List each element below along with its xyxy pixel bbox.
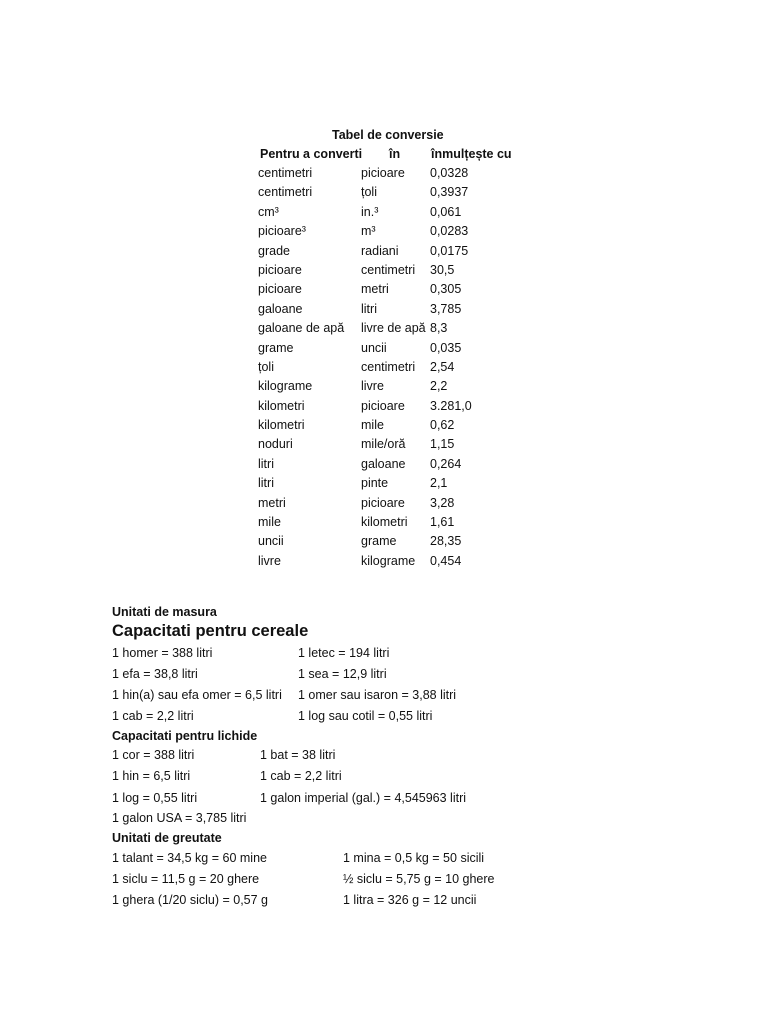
liquid-left-line: 1 galon USA = 3,785 litri: [112, 811, 247, 825]
row-factor: 30,5: [430, 262, 455, 277]
row-to-unit: kilometri: [361, 515, 408, 530]
liquid-left-line: 1 hin = 6,5 litri: [112, 769, 191, 783]
row-factor: 0,264: [430, 456, 462, 471]
cereal-left-line: 1 hin(a) sau efa omer = 6,5 litri: [112, 688, 282, 702]
row-from-unit: țoli: [258, 359, 274, 374]
row-to-unit: kilograme: [361, 553, 416, 568]
row-from-unit: galoane de apă: [258, 321, 345, 336]
cereal-left-line: 1 homer = 388 litri: [112, 646, 213, 660]
table-row: [0, 496, 768, 515]
row-from-unit: picioare³: [258, 224, 306, 239]
row-to-unit: in.³: [361, 204, 379, 219]
table-row: [0, 282, 768, 301]
table-row: [0, 185, 768, 204]
row-factor: 0,0283: [430, 224, 469, 239]
table-row: [0, 418, 768, 437]
row-from-unit: cm³: [258, 204, 279, 219]
weight-left-line: 1 ghera (1/20 siclu) = 0,57 g: [112, 893, 268, 907]
cereal-right-line: 1 sea = 12,9 litri: [298, 667, 387, 681]
row-from-unit: livre: [258, 553, 281, 568]
row-from-unit: picioare: [258, 282, 302, 297]
row-factor: 3,28: [430, 495, 455, 510]
row-from-unit: centimetri: [258, 166, 313, 180]
row-to-unit: mile/oră: [361, 437, 406, 452]
conversion-table-title: Tabel de conversie: [332, 128, 444, 142]
weight-right-line: 1 litra = 326 g = 12 uncii: [343, 893, 477, 907]
cereal-left-line: 1 efa = 38,8 litri: [112, 667, 198, 681]
liquid-left-line: 1 cor = 388 litri: [112, 748, 195, 762]
liquid-capacity-title: Capacitati pentru lichide: [112, 729, 258, 743]
weight-left-line: 1 talant = 34,5 kg = 60 mine: [112, 851, 267, 865]
row-to-unit: metri: [361, 282, 389, 297]
liquid-right-line: 1 cab = 2,2 litri: [260, 769, 342, 783]
row-factor: 1,61: [430, 515, 455, 530]
row-to-unit: pinte: [361, 476, 389, 491]
row-factor: 1,15: [430, 437, 455, 452]
table-row: [0, 515, 768, 534]
row-from-unit: grade: [258, 243, 290, 258]
table-row: [0, 224, 768, 243]
row-to-unit: picioare: [361, 166, 405, 180]
table-row: [0, 554, 768, 573]
table-row: [0, 379, 768, 398]
row-factor: 28,35: [430, 534, 462, 549]
liquid-right-line: 1 bat = 38 litri: [260, 748, 336, 762]
row-to-unit: litri: [361, 301, 377, 316]
row-to-unit: mile: [361, 418, 384, 433]
column-header-to: în: [389, 147, 401, 161]
weight-units-title: Unitati de greutate: [112, 831, 222, 845]
row-to-unit: picioare: [361, 495, 405, 510]
table-row: [0, 457, 768, 476]
table-row: [0, 302, 768, 321]
row-from-unit: mile: [258, 515, 281, 530]
liquid-left-line: 1 log = 0,55 litri: [112, 791, 198, 805]
row-from-unit: metri: [258, 495, 286, 510]
table-row: [0, 341, 768, 360]
row-to-unit: picioare: [361, 398, 405, 413]
row-factor: 0,3937: [430, 185, 469, 200]
row-to-unit: uncii: [361, 340, 387, 355]
row-to-unit: țoli: [361, 185, 377, 200]
row-from-unit: kilometri: [258, 398, 305, 413]
row-factor: 0,061: [430, 204, 462, 219]
table-row: [0, 476, 768, 495]
table-row: [0, 534, 768, 553]
row-from-unit: kilograme: [258, 379, 313, 394]
row-to-unit: galoane: [361, 456, 406, 471]
table-row: [0, 321, 768, 340]
row-factor: 0,62: [430, 418, 455, 433]
liquid-right-line: 1 galon imperial (gal.) = 4,545963 litri: [260, 791, 467, 805]
row-to-unit: livre: [361, 379, 384, 394]
table-row: [0, 205, 768, 224]
row-from-unit: litri: [258, 456, 274, 471]
row-factor: 3,785: [430, 301, 462, 316]
row-factor: 2,1: [430, 476, 448, 491]
cereal-right-line: 1 letec = 194 litri: [298, 646, 390, 660]
row-factor: 8,3: [430, 321, 448, 336]
cereal-right-line: 1 log sau cotil = 0,55 litri: [298, 709, 433, 723]
table-row: [0, 244, 768, 263]
units-heading: Unitati de masura: [112, 605, 217, 619]
weight-right-line: 1 mina = 0,5 kg = 50 sicili: [343, 851, 485, 865]
row-factor: 0,305: [430, 282, 462, 297]
row-from-unit: noduri: [258, 437, 293, 452]
cereal-left-line: 1 cab = 2,2 litri: [112, 709, 194, 723]
row-factor: 0,0175: [430, 243, 469, 258]
row-to-unit: radiani: [361, 243, 399, 258]
row-factor: 0,454: [430, 553, 462, 568]
row-factor: 2,2: [430, 379, 448, 394]
weight-right-line: ½ siclu = 5,75 g = 10 ghere: [343, 872, 495, 886]
table-row: [0, 263, 768, 282]
weight-left-line: 1 siclu = 11,5 g = 20 ghere: [112, 872, 260, 886]
row-factor: 0,0328: [430, 166, 469, 180]
cereal-capacity-title: Capacitati pentru cereale: [112, 622, 309, 640]
table-row: [0, 360, 768, 379]
row-to-unit: centimetri: [361, 262, 416, 277]
column-header-from: Pentru a converti: [260, 147, 363, 161]
row-factor: 3.281,0: [430, 398, 472, 413]
row-from-unit: grame: [258, 340, 294, 355]
table-row: [0, 399, 768, 418]
row-to-unit: centimetri: [361, 359, 416, 374]
row-to-unit: livre de apă: [361, 321, 426, 336]
row-from-unit: litri: [258, 476, 274, 491]
conversion-table: [0, 166, 768, 573]
table-row: [0, 166, 768, 185]
row-factor: 0,035: [430, 340, 462, 355]
row-from-unit: uncii: [258, 534, 284, 549]
row-from-unit: picioare: [258, 262, 302, 277]
row-from-unit: galoane: [258, 301, 303, 316]
cereal-right-line: 1 omer sau isaron = 3,88 litri: [298, 688, 457, 702]
row-from-unit: centimetri: [258, 185, 313, 200]
column-header-multiply: înmulțește cu: [431, 147, 512, 161]
row-to-unit: grame: [361, 534, 397, 549]
table-row: [0, 437, 768, 456]
row-to-unit: m³: [361, 224, 376, 239]
row-from-unit: kilometri: [258, 418, 305, 433]
row-factor: 2,54: [430, 359, 455, 374]
